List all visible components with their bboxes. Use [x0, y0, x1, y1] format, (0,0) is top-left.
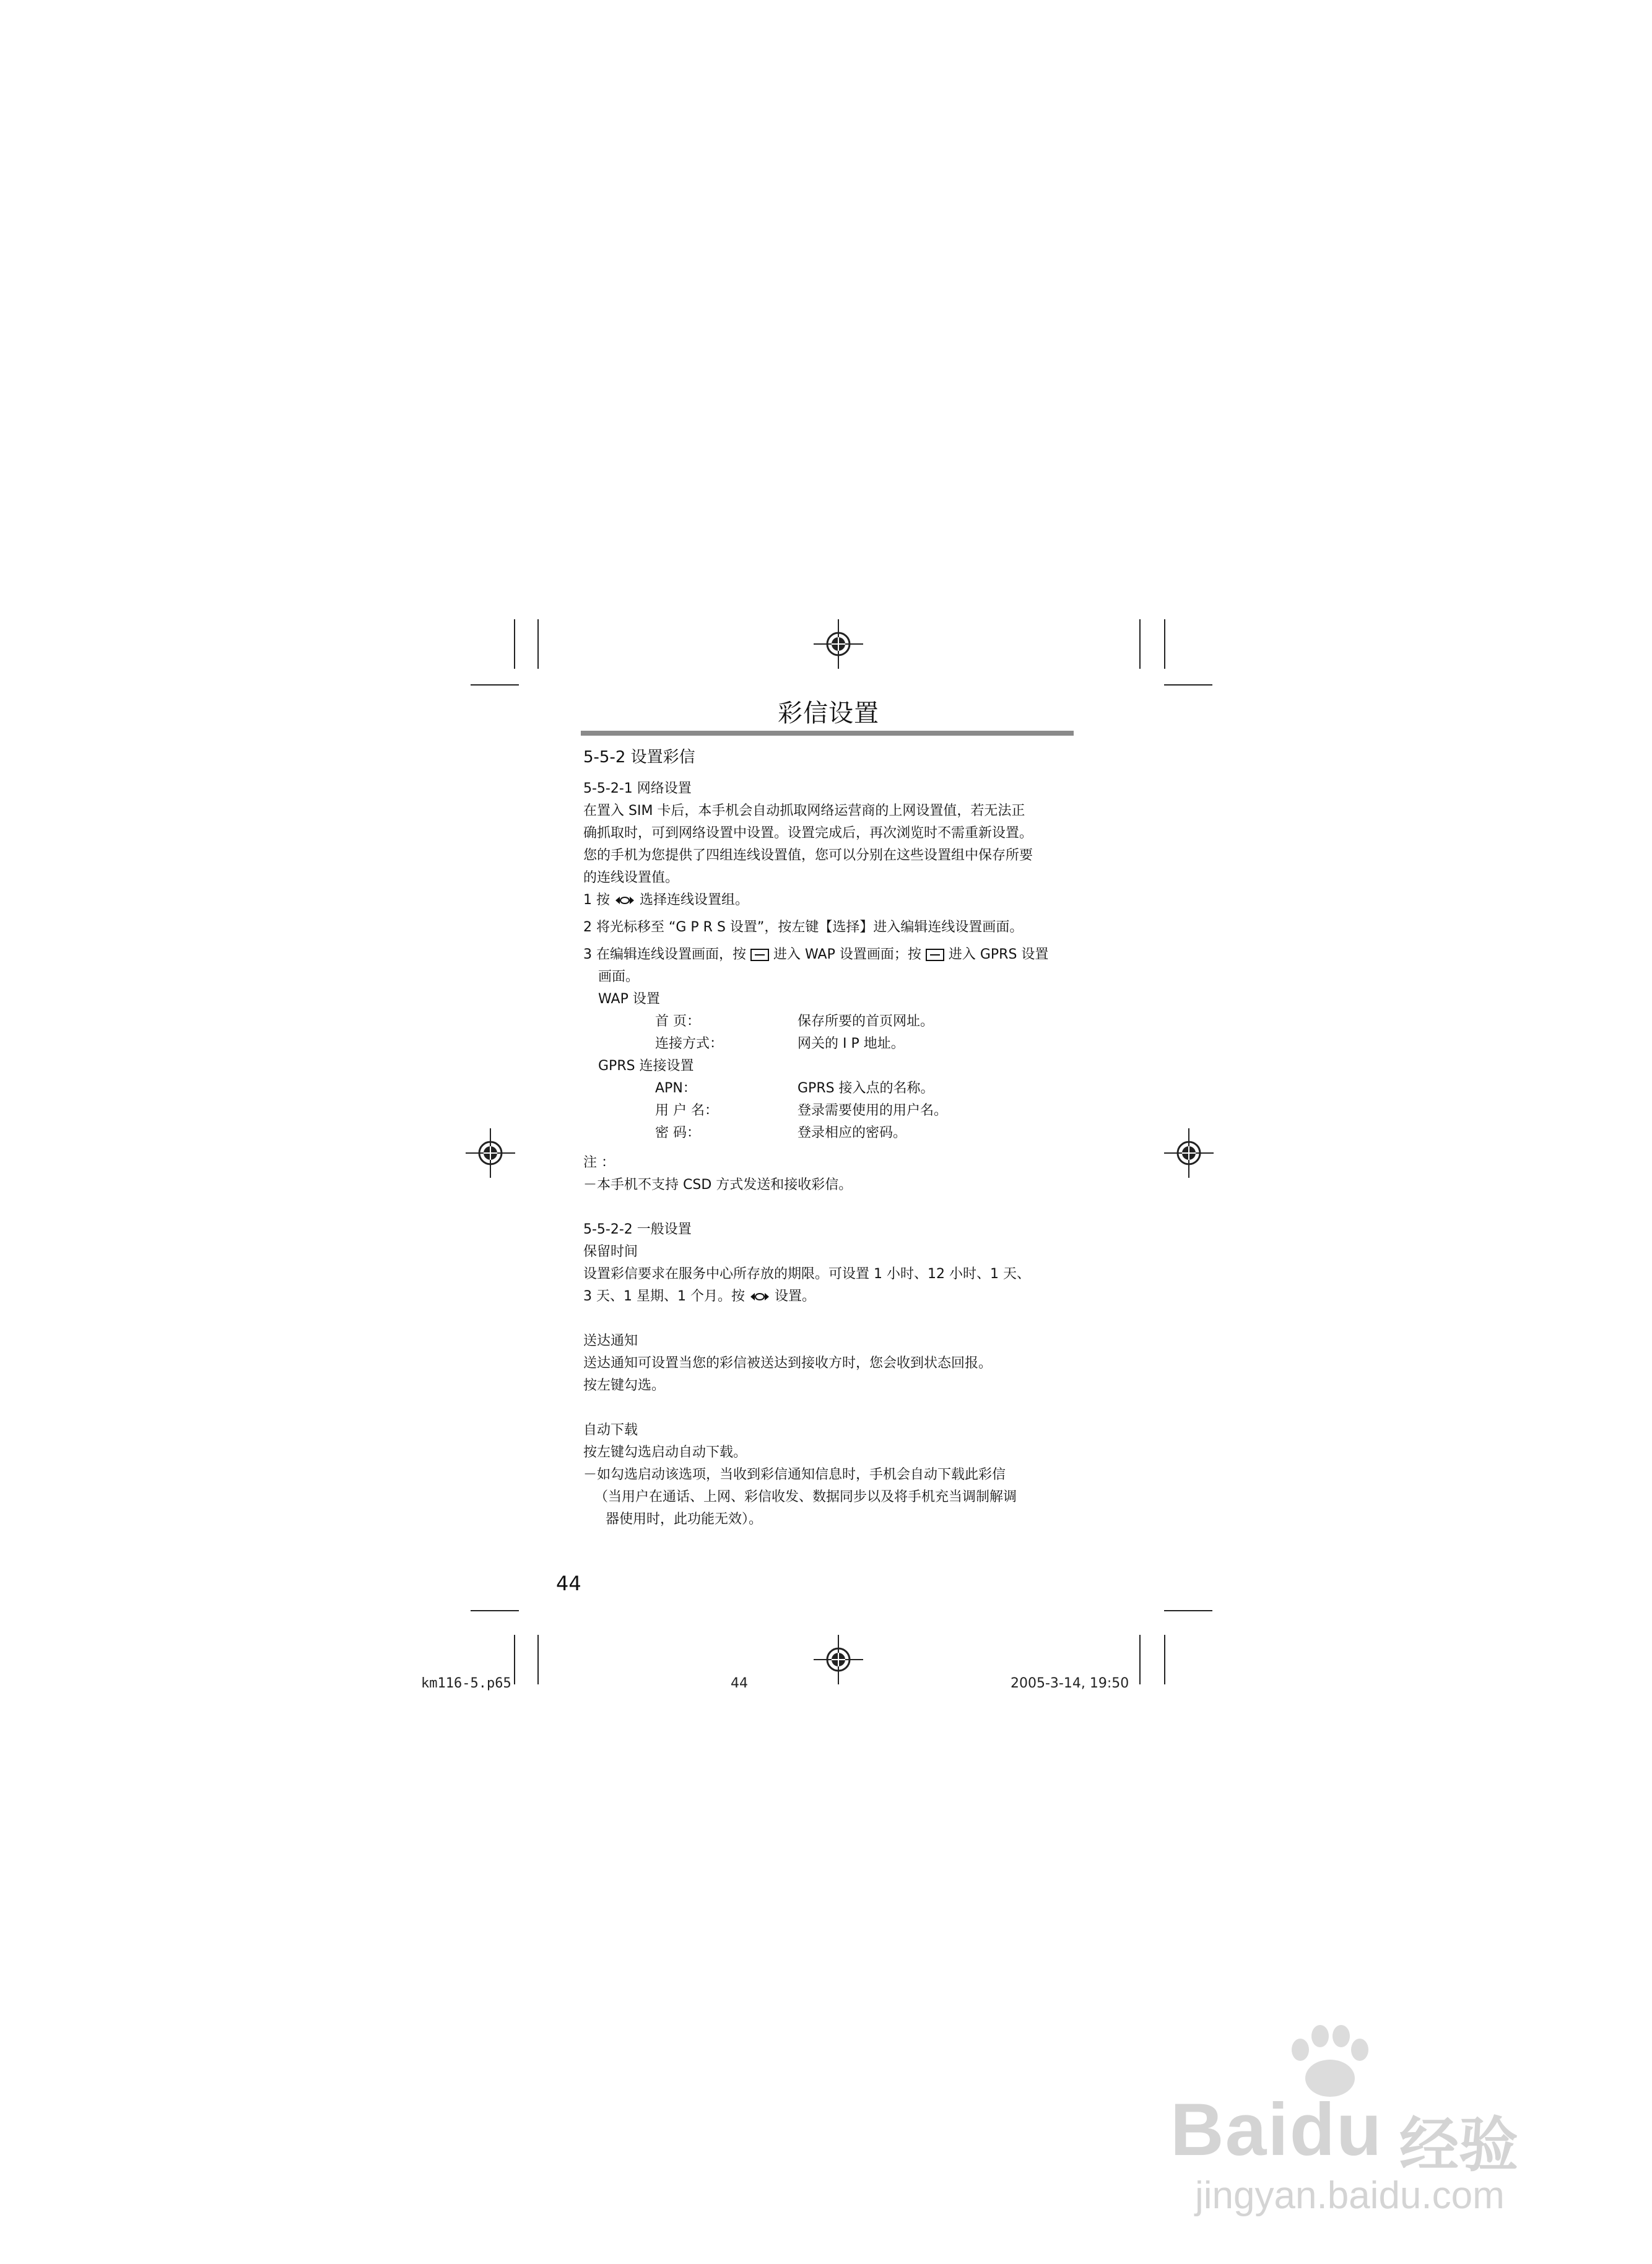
step-2: 2 将光标移至 “G P R S 设置”，按左键【选择】进入编辑连线设置画面。: [583, 920, 1024, 935]
softkey-wap-icon: [750, 949, 769, 961]
note-text: －本手机不支持 CSD 方式发送和接收彩信。: [583, 1177, 853, 1193]
paragraph-text: 设置。: [774, 1289, 815, 1304]
step-1: [583, 889, 749, 912]
step-3-continuation: 画面。: [598, 969, 640, 985]
paragraph-line: 设置彩信要求在服务中心所存放的期限。可设置 1 小时、12 小时、1 天、: [583, 1266, 1030, 1282]
registration-mark-icon: [466, 1128, 515, 1178]
footer-page: 44: [731, 1676, 748, 1691]
setting-key: 用 户 名：: [655, 1103, 718, 1118]
wap-settings-title: WAP 设置: [598, 991, 660, 1007]
crop-mark: [514, 619, 515, 669]
setting-value: 保存所要的首页网址。: [798, 1014, 934, 1029]
registration-mark-icon: [814, 619, 863, 669]
step-text: 选择连线设置组。: [640, 892, 749, 908]
watermark-product: 经验: [1399, 2110, 1518, 2180]
page-number: 44: [556, 1572, 581, 1595]
watermark-url: jingyan.baidu.com: [1195, 2174, 1505, 2217]
crop-mark: [537, 1635, 539, 1684]
crop-mark: [1164, 1610, 1212, 1611]
setting-key: 连接方式：: [655, 1036, 724, 1051]
setting-value: GPRS 接入点的名称。: [798, 1081, 934, 1096]
setting-key: APN：: [655, 1081, 697, 1096]
step-text: 进入 WAP 设置画面；按: [773, 947, 921, 962]
footer-filename: km116-5.p65: [421, 1676, 511, 1691]
paragraph-line: （当用户在通话、上网、彩信收发、数据同步以及将手机充当调制解调: [594, 1489, 1017, 1505]
crop-mark: [1164, 1635, 1165, 1684]
nav-key-icon: [614, 895, 635, 905]
footer-datetime: 2005-3-14, 19:50: [1011, 1676, 1129, 1691]
item-title: 送达通知: [583, 1333, 638, 1349]
paragraph-line: 的连线设置值。: [583, 870, 679, 886]
section-title: 5-5-2 设置彩信: [583, 748, 695, 767]
crop-mark: [514, 1635, 515, 1684]
page-title: 彩信设置: [778, 699, 879, 728]
paragraph-line: 按左键勾选启动自动下载。: [583, 1445, 747, 1460]
setting-value: 登录相应的密码。: [798, 1125, 907, 1141]
setting-key: 首 页：: [655, 1014, 700, 1029]
crop-mark: [1139, 619, 1141, 669]
crop-mark: [1164, 684, 1212, 686]
watermark-brand: Baidu: [1170, 2088, 1383, 2171]
paragraph-line: 确抓取时，可到网络设置中设置。设置完成后，再次浏览时不需重新设置。: [583, 825, 1033, 841]
registration-mark-icon: [1164, 1128, 1214, 1178]
crop-mark: [537, 619, 539, 669]
paragraph-line: [583, 1286, 815, 1308]
nav-key-icon: [749, 1292, 770, 1302]
step-text: 进入 GPRS 设置: [948, 947, 1049, 962]
step-text: 1 按: [583, 892, 610, 908]
gprs-settings-title: GPRS 连接设置: [598, 1058, 694, 1074]
setting-value: 登录需要使用的用户名。: [798, 1103, 948, 1118]
note-label: 注 ：: [583, 1155, 615, 1170]
setting-value: 网关的 I P 地址。: [798, 1036, 905, 1051]
crop-mark: [471, 1610, 519, 1611]
heading-divider: [581, 731, 1074, 736]
step-text: 3 在编辑连线设置画面，按: [583, 947, 746, 962]
softkey-gprs-icon: [926, 949, 944, 961]
subsection-title: 5-5-2-1 网络设置: [583, 781, 692, 796]
item-title: 保留时间: [583, 1244, 638, 1260]
watermark: [1170, 2025, 1567, 2229]
paragraph-text: 3 天、1 星期、1 个月。按: [583, 1289, 745, 1304]
paragraph-line: 按左键勾选。: [583, 1378, 666, 1393]
subsection-title: 5-5-2-2 一般设置: [583, 1222, 692, 1237]
paragraph-line: －如勾选启动该选项，当收到彩信通知信息时，手机会自动下载此彩信: [583, 1467, 1006, 1482]
paragraph-line: 送达通知可设置当您的彩信被送达到接收方时，您会收到状态回报。: [583, 1356, 993, 1371]
setting-key: 密 码：: [655, 1125, 700, 1141]
registration-mark-icon: [814, 1635, 863, 1684]
crop-mark: [1139, 1635, 1141, 1684]
paragraph-line: 器使用时，此功能无效）。: [606, 1512, 763, 1527]
item-title: 自动下载: [583, 1422, 638, 1438]
paragraph-line: 在置入 SIM 卡后，本手机会自动抓取网络运营商的上网设置值，若无法正: [583, 803, 1025, 819]
crop-mark: [471, 684, 519, 686]
crop-mark: [1164, 619, 1165, 669]
paragraph-line: 您的手机为您提供了四组连线设置值，您可以分别在这些设置组中保存所要: [583, 848, 1033, 863]
step-3: [583, 944, 1048, 966]
